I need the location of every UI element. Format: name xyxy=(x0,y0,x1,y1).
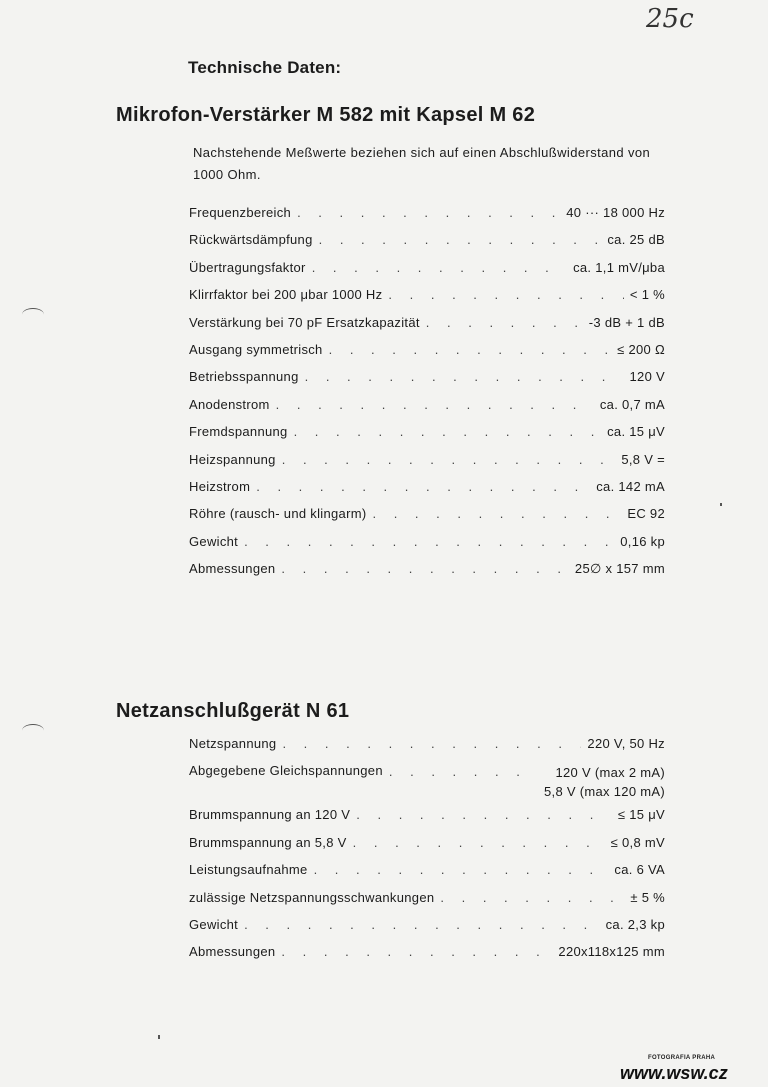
spec-value: ± 5 % xyxy=(630,889,665,905)
leader-dots xyxy=(276,397,594,412)
leader-dots xyxy=(282,736,581,751)
leader-dots xyxy=(353,835,605,850)
leader-dots xyxy=(440,890,624,905)
spec-row xyxy=(189,807,665,834)
spec-row xyxy=(189,260,665,287)
spec-row xyxy=(189,862,665,889)
spec-label: Rückwärtsdämpfung xyxy=(189,232,313,248)
spec-value: < 1 % xyxy=(629,287,665,303)
spec-value: -3 dB + 1 dB xyxy=(588,314,665,330)
leader-dots xyxy=(319,232,602,247)
leader-dots xyxy=(294,424,602,439)
leader-dots xyxy=(389,764,538,779)
leader-dots xyxy=(356,807,612,822)
leader-dots xyxy=(305,369,624,384)
spec-row xyxy=(189,315,665,342)
spec-label: Leistungsaufnahme xyxy=(189,862,308,878)
spec-value: 0,16 kp xyxy=(620,533,665,549)
spec-row xyxy=(189,287,665,314)
spec-label: Röhre (rausch- und klingarm) xyxy=(189,506,367,522)
leader-dots xyxy=(281,944,552,959)
spec-value: ca. 0,7 mA xyxy=(599,396,665,412)
spec-value: 220 V, 50 Hz xyxy=(587,736,665,751)
spec-label: Heizstrom xyxy=(189,478,251,494)
spec-value: 5,8 V = xyxy=(621,451,665,467)
leader-dots xyxy=(281,561,569,576)
leader-dots xyxy=(244,917,600,932)
spec-value: ca. 1,1 mV/μba xyxy=(573,259,665,275)
spec-row xyxy=(189,479,665,506)
spec-label: Brummspannung an 5,8 V xyxy=(189,834,347,850)
spec-value: EC 92 xyxy=(627,506,665,522)
spec-row xyxy=(189,205,665,232)
spec-label: Anodenstrom xyxy=(189,396,270,412)
spec-row xyxy=(189,763,665,801)
spec-label: Klirrfaktor bei 200 μbar 1000 Hz xyxy=(189,287,383,303)
spec-label: Abmessungen xyxy=(189,561,276,577)
leader-dots xyxy=(372,506,621,521)
spec-row xyxy=(189,506,665,533)
spec-label: Abgegebene Gleichspannungen xyxy=(189,763,383,779)
spec-label: zulässige Netzspannungsschwankungen xyxy=(189,889,435,905)
scan-speck xyxy=(158,1035,160,1039)
spec-label: Fremdspannung xyxy=(189,424,288,440)
scan-speck xyxy=(720,503,722,506)
spec-row xyxy=(189,342,665,369)
spec-value xyxy=(544,763,665,801)
spec-label: Heizspannung xyxy=(189,451,276,467)
spec-label: Netzspannung xyxy=(189,736,277,751)
spec-label: Gewicht xyxy=(189,533,239,549)
spec-row xyxy=(189,232,665,259)
spec-row xyxy=(189,452,665,479)
spec-value: ca. 2,3 kp xyxy=(605,916,665,932)
spec-row xyxy=(189,890,665,917)
spec-value: 220x118x125 mm xyxy=(558,944,665,960)
spec-value-line: 5,8 V (max 120 mA) xyxy=(544,784,665,800)
spec-value: ca. 15 μV xyxy=(607,424,665,440)
margin-bracket-mark xyxy=(22,308,44,321)
spec-row xyxy=(189,369,665,396)
spec-label: Übertragungsfaktor xyxy=(189,259,306,275)
spec-label: Gewicht xyxy=(189,916,239,932)
spec-row xyxy=(189,835,665,862)
spec-value: ≤ 200 Ω xyxy=(617,341,665,357)
section-title-power-supply: Netzanschlußgerät N 61 xyxy=(116,700,350,722)
spec-label: Frequenzbereich xyxy=(189,205,292,220)
spec-label: Verstärkung bei 70 pF Ersatzkapazität xyxy=(189,314,420,330)
leader-dots xyxy=(244,534,614,549)
spec-value-line: 120 V (max 2 mA) xyxy=(555,765,665,781)
photo-credit: FOTOGRAFIA PRAHA xyxy=(648,1055,716,1061)
spec-row xyxy=(189,736,665,763)
spec-table-microphone-amplifier xyxy=(189,205,665,588)
spec-value: ca. 142 mA xyxy=(596,478,665,494)
spec-label: Abmessungen xyxy=(189,944,276,960)
spec-value: 40 ··· 18 000 Hz xyxy=(566,205,665,220)
spec-label: Brummspannung an 120 V xyxy=(189,807,351,823)
spec-value: 120 V xyxy=(629,369,665,385)
leader-dots xyxy=(297,205,560,220)
intro-paragraph: Nachstehende Meßwerte beziehen sich auf einen Abschlußwiderstand von 1000 Ohm. xyxy=(193,145,651,182)
spec-row xyxy=(189,561,665,588)
leader-dots xyxy=(388,287,623,302)
leader-dots xyxy=(312,260,567,275)
spec-label: Betriebsspannung xyxy=(189,369,299,385)
spec-value: ≤ 15 μV xyxy=(617,807,665,823)
spec-row xyxy=(189,534,665,561)
spec-row xyxy=(189,424,665,451)
leader-dots xyxy=(314,862,609,877)
spec-value: ca. 25 dB xyxy=(607,232,665,248)
website-watermark: www.wsw.cz xyxy=(620,1063,728,1083)
leader-dots xyxy=(256,479,590,494)
page-heading: Technische Daten: xyxy=(188,58,342,77)
spec-row xyxy=(189,944,665,971)
spec-table-power-supply xyxy=(189,736,665,972)
spec-row xyxy=(189,917,665,944)
margin-bracket-mark xyxy=(22,724,44,737)
spec-value: ≤ 0,8 mV xyxy=(610,834,665,850)
leader-dots xyxy=(282,452,616,467)
handwritten-note: 25c xyxy=(646,4,694,34)
section-title-microphone-amplifier: Mikrofon-Verstärker M 582 mit Kapsel M 62 xyxy=(116,104,536,126)
spec-label: Ausgang symmetrisch xyxy=(189,341,323,357)
spec-value: ca. 6 VA xyxy=(614,862,665,878)
spec-row xyxy=(189,397,665,424)
leader-dots xyxy=(426,315,583,330)
spec-value: 25∅ x 157 mm xyxy=(574,561,665,577)
leader-dots xyxy=(329,342,612,357)
